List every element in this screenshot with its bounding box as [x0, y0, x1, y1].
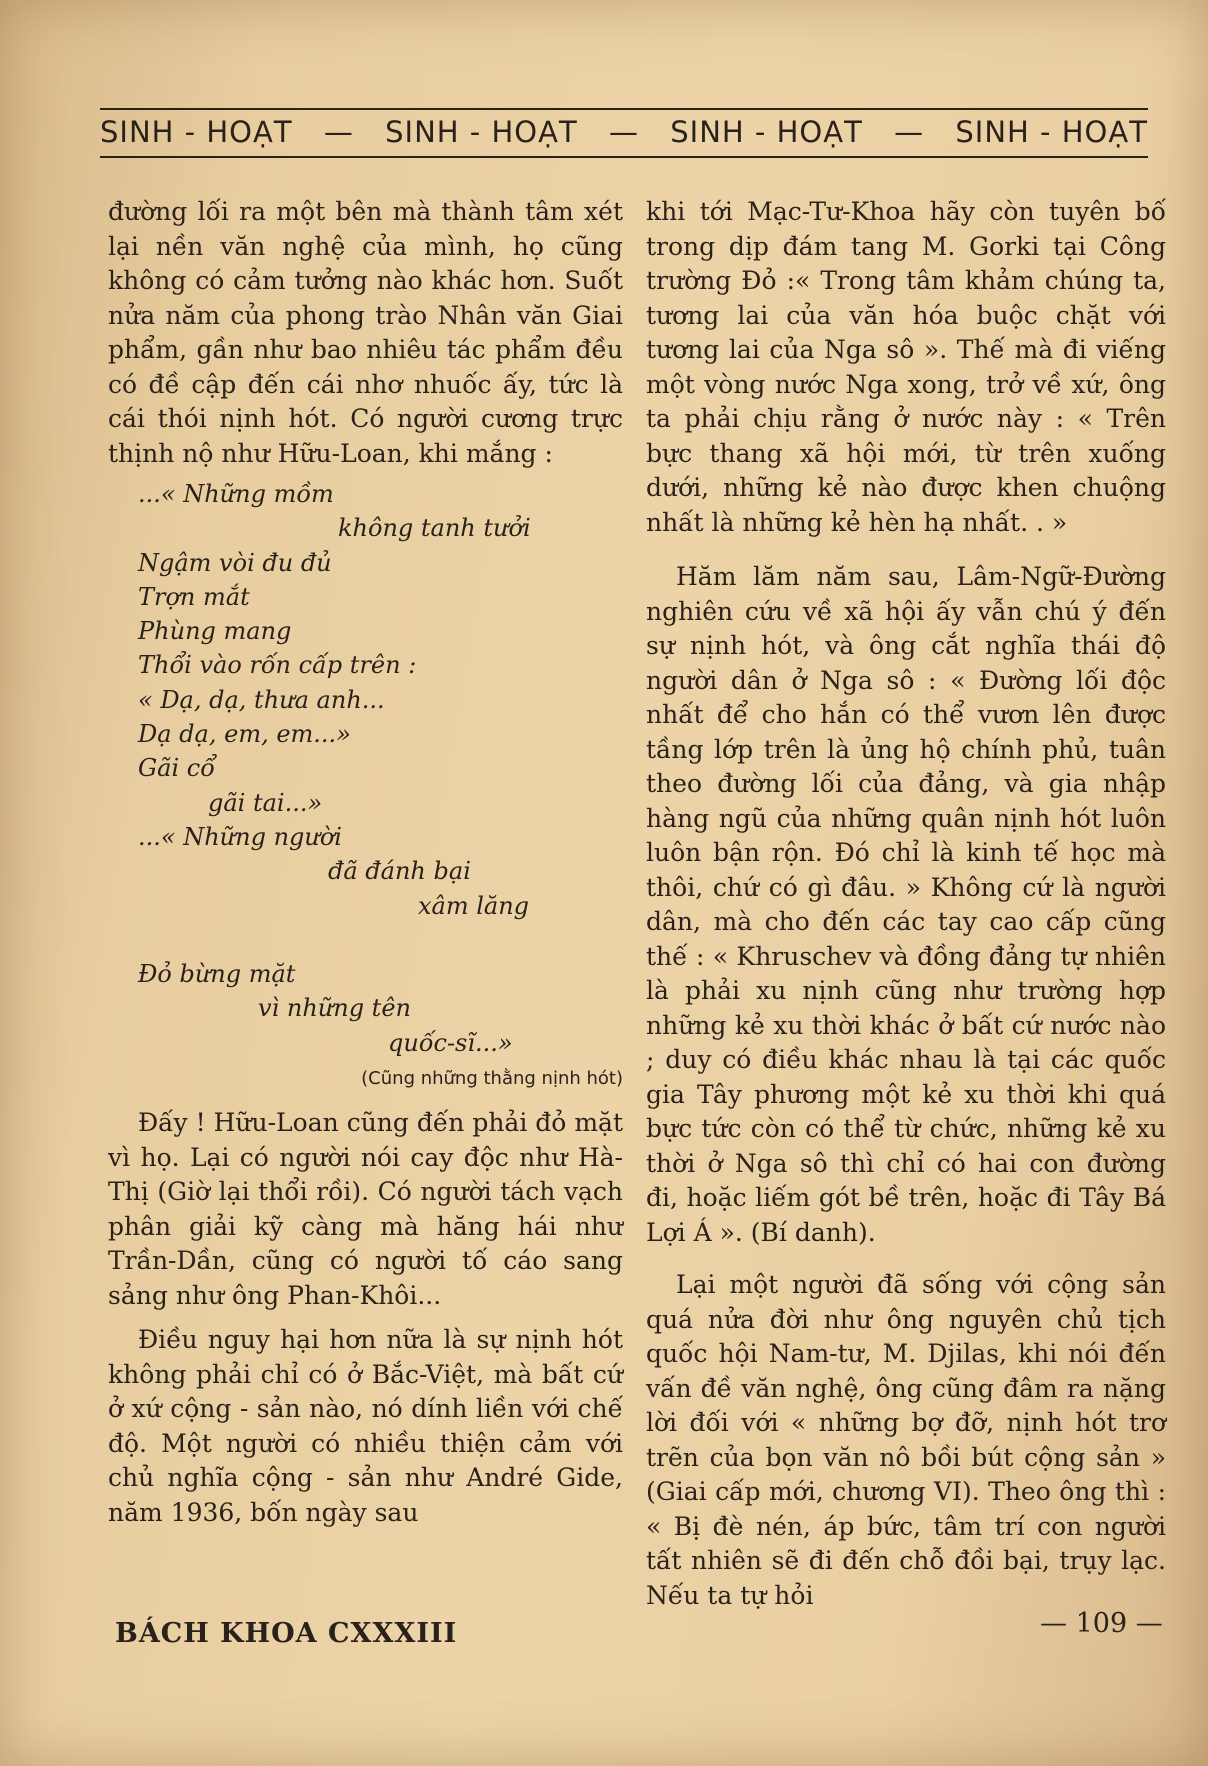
poem-line: quốc-sĩ...» [388, 1028, 513, 1057]
body-paragraph: Hăm lăm năm sau, Lâm-Ngữ-Đường nghiên cứu về xã hội ấy vẫn chú ý đến sự nịnh hót, và ông cắt nghĩa thái độ người dân ở Nga sô : « Đường lối độc nhất để cho hắn có thể vươn lên được tầng lớp trên là ủng hộ chính phủ, tuân theo đường lối của đảng, và gia nhập hàng ngũ của những quân nịnh hót luôn luôn bận rộn. Đó chỉ là kinh tế học mà thôi, chứ có gì đâu. » Không cứ là người dân, mà cho đến các tay cao cấp cũng thế : « Khruschev và đồng đảng tự nhiên là phải xu nịnh cũng như trường hợp những kẻ xu thời khác ở bất cứ nước nào ; duy có điều khác nhau là tại các quốc gia Tây phương một kẻ xu thời khi quá bực tức còn có thể từ chức, những kẻ xu thời ở Nga sô thì chỉ có hai con đường đi, hoặc liếm gót bề trên, hoặc đi Tây Bá Lợi Á ». (Bí danh). [646, 562, 1166, 1247]
poem-line: đã đánh bại [328, 857, 471, 886]
header-rule-bottom [100, 156, 1148, 158]
poem-line: Gãi cổ [138, 754, 215, 783]
poem-line: vì những tên [258, 994, 411, 1023]
header-rule-top [100, 108, 1148, 110]
poem-line: Phùng mang [138, 617, 292, 646]
poem-line: Trợn mắt [138, 582, 250, 611]
header-item: SINH - HOẠT [670, 115, 863, 149]
poem-line: Dạ dạ, em, em...» [138, 720, 351, 749]
poem-line: xâm lăng [418, 891, 530, 920]
page-number: — 109 — [1040, 1608, 1163, 1639]
header-item: SINH - HOẠT [100, 115, 293, 149]
left-column [108, 195, 623, 1540]
body-paragraph: khi tới Mạc-Tư-Khoa hãy còn tuyên bố trong dịp đám tang M. Gorki tại Công trường Đỏ :« Trong tâm khảm chúng ta, tương lai của văn hóa buộc chặt với tương lai của Nga sô ». Thế mà đi viếng một vòng nước Nga xong, trở về xứ, ông ta phải chịu rằng ở nước này : « Trên bực thang xã hội mới, từ trên xuống dưới, những kẻ nào được khen chuộng nhất là những kẻ hèn hạ nhất. . » [646, 197, 1166, 537]
right-column [646, 195, 1166, 1623]
poem-line: Thổi vào rốn cấp trên : [138, 651, 417, 680]
body-paragraph: Điều nguy hại hơn nữa là sự nịnh hót không phải chỉ có ở Bắc-Việt, mà bất cứ ở xứ cộng - sản nào, nó dính liền với chế độ. Một người có nhiều thiện cảm với chủ nghĩa cộng - sản như André Gide, năm 1936, bốn ngày sau [108, 1325, 623, 1527]
body-paragraph: Đấy ! Hữu-Loan cũng đến phải đỏ mặt vì họ. Lại có người nói cay độc như Hà-Thị (Giờ lại thổi rồi). Có người tách vạch phân giải kỹ càng mà hăng hái như Trần-Dần, cũng có người tố cáo sang sảng như ông Phan-Khôi... [108, 1108, 623, 1310]
header-separator: — [894, 115, 925, 149]
poem-line: ...« Những người [138, 822, 342, 851]
body-paragraph: đường lối ra một bên mà thành tâm xét lại nền văn nghệ của mình, họ cũng không có cảm tưởng nào khác hơn. Suốt nửa năm của phong trào Nhân văn Giai phẩm, gần như bao nhiêu tác phẩm đều có đề cập đến cái nhơ nhuốc ấy, tức là cái thói nịnh hót. Có người cương trực thịnh nộ như Hữu-Loan, khi mắng : [108, 197, 623, 468]
poem-caption: (Cũng những thằng nịnh hót) [361, 1068, 623, 1090]
header-separator: — [608, 115, 639, 149]
header-separator: — [323, 115, 354, 149]
poem-line: ...« Những mồm [138, 480, 334, 508]
body-paragraph: Lại một người đã sống với cộng sản quá nửa đời như ông nguyên chủ tịch quốc hội Nam-tư, M. Djilas, khi nói đến vấn đề văn nghệ, ông cũng đâm ra nặng lời đối với « những bợ đỡ, nịnh hót trơ trẽn của bọn văn nô bồi bút cộng sản » (Giai cấp mới, chương VI). Theo ông thì : « Bị đè nén, áp bức, tâm trí con người tất nhiên sẽ đi đến chỗ đồi bại, trụy lạc. Nếu ta tự hỏi [646, 1270, 1166, 1610]
header-item: SINH - HOẠT [385, 115, 578, 149]
poem-line: gãi tai...» [208, 788, 323, 817]
poem-line: không tanh tưởi [338, 514, 531, 543]
header-item: SINH - HOẠT [955, 115, 1148, 149]
poem-quote [108, 477, 623, 1060]
poem-line: « Dạ, dạ, thưa anh... [138, 685, 385, 714]
publication-name: BÁCH KHOA CXXXIII [115, 1618, 458, 1649]
poem-line: Đỏ bừng mặt [138, 960, 296, 989]
running-header [100, 112, 1148, 152]
poem-line [108, 923, 623, 957]
poem-line: Ngậm vòi đu đủ [138, 548, 332, 577]
